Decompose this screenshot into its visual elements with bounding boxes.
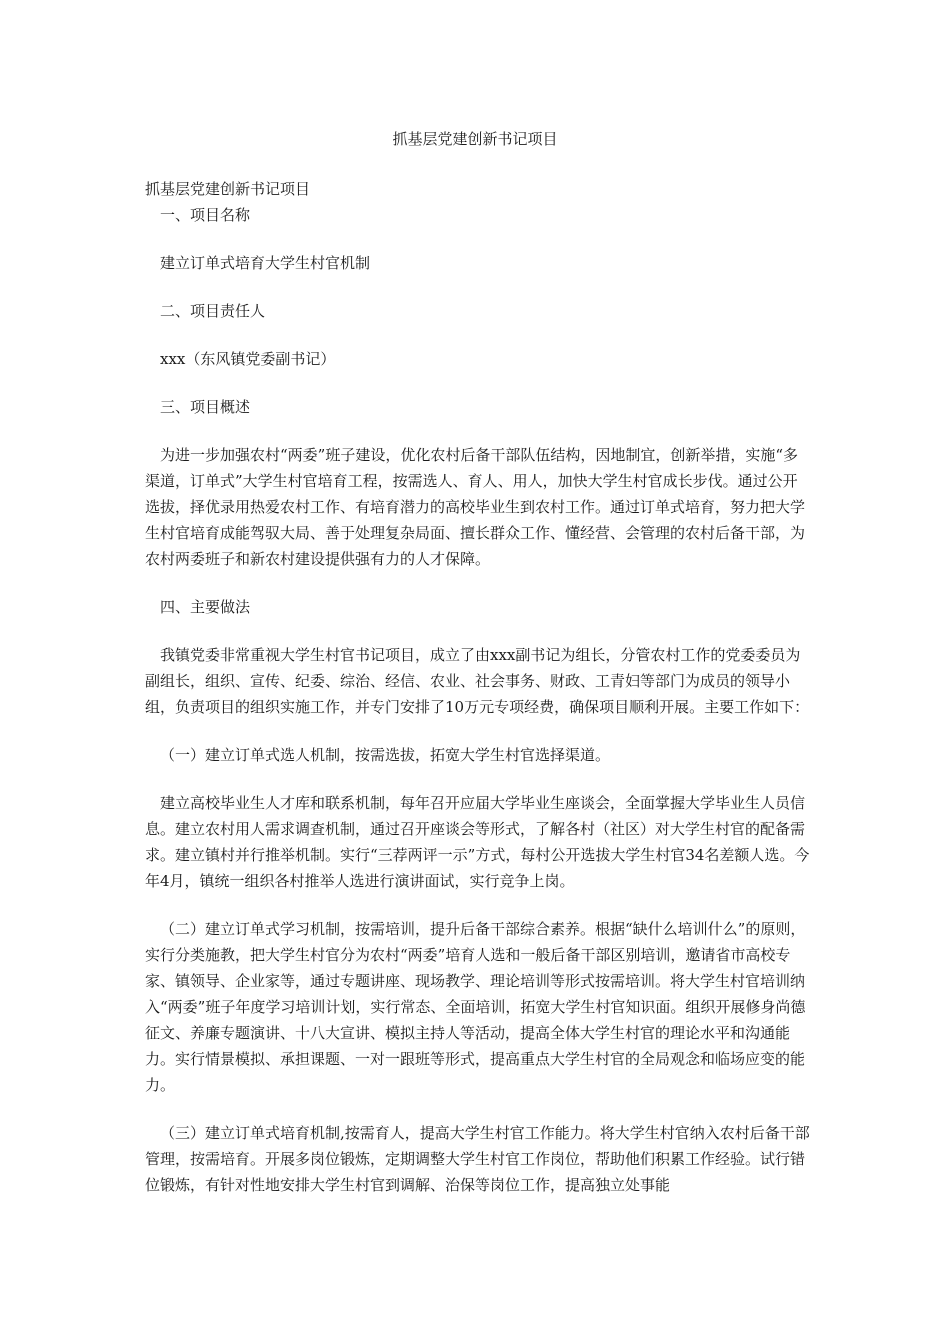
document-subtitle: 抓基层党建创新书记项目 (145, 180, 311, 198)
section-heading-project-name: 一、项目名称 (160, 206, 251, 224)
paragraph-project-name: 建立订单式培育大学生村官机制 (160, 254, 371, 272)
paragraph-selection-mechanism: 建立高校毕业生人才库和联系机制，每年召开应届大学毕业生座谈会，全面掌握大学毕业生人员信息。建立农村用人需求调查机制，通过召开座谈会等形式，了解各村（社区）对大学生村官的配备需求。建立镇村并行推举机制。实行“三荐两评一示”方式，每村公开选拔大学生村官34名差额人选。今年4月，镇统一组织各村推举人选进行演讲面试，实行竞争上岗。 (145, 794, 810, 890)
document-title: 抓基层党建创新书记项目 (392, 130, 558, 148)
subheading-selection-mechanism: （一）建立订单式选人机制，按需选拔，拓宽大学生村官选择渠道。 (160, 746, 611, 764)
section-heading-project-overview: 三、项目概述 (160, 398, 251, 416)
document-body (145, 176, 810, 1198)
paragraph-cultivation-mechanism: （三）建立订单式培育机制,按需育人，提高大学生村官工作能力。将大学生村官纳入农村后备干部管理，按需培育。开展多岗位锻炼，定期调整大学生村官工作岗位，帮助他们积累工作经验。试行错位锻炼，有针对性地安排大学生村官到调解、治保等岗位工作，提高独立处事能 (145, 1124, 810, 1194)
paragraph-project-leader: xxx（东风镇党委副书记） (160, 350, 336, 368)
section-heading-main-practices: 四、主要做法 (160, 598, 251, 616)
paragraph-main-practices: 我镇党委非常重视大学生村官书记项目，成立了由xxx副书记为组长，分管农村工作的党委委员为副组长，组织、宣传、纪委、综治、经信、农业、社会事务、财政、工青妇等部门为成员的领导小组，负责项目的组织实施工作，并专门安排了10万元专项经费，确保项目顺利开展。主要工作如下： (145, 646, 810, 716)
paragraph-project-overview: 为进一步加强农村“两委”班子建设，优化农村后备干部队伍结构，因地制宜，创新举措，实施“多渠道，订单式”大学生村官培育工程，按需选人、育人、用人，加快大学生村官成长步伐。通过公开选拔，择优录用热爱农村工作、有培育潜力的高校毕业生到农村工作。通过订单式培育，努力把大学生村官培育成能驾驭大局、善于处理复杂局面、擅长群众工作、懂经营、会管理的农村后备干部，为农村两委班子和新农村建设提供强有力的人才保障。 (145, 446, 806, 568)
paragraph-learning-mechanism: （二）建立订单式学习机制，按需培训，提升后备干部综合素养。根据“缺什么培训什么”的原则，实行分类施教，把大学生村官分为农村“两委”培育人选和一般后备干部区别培训，邀请省市高校专家、镇领导、企业家等，通过专题讲座、现场教学、理论培训等形式按需培训。将大学生村官培训纳入“两委”班子年度学习培训计划，实行常态、全面培训，拓宽大学生村官知识面。组织开展修身尚德征文、养廉专题演讲、十八大宣讲、模拟主持人等活动，提高全体大学生村官的理论水平和沟通能力。实行情景模拟、承担课题、一对一跟班等形式，提高重点大学生村官的全局观念和临场应变的能力。 (145, 920, 806, 1094)
section-heading-project-leader: 二、项目责任人 (160, 302, 266, 320)
